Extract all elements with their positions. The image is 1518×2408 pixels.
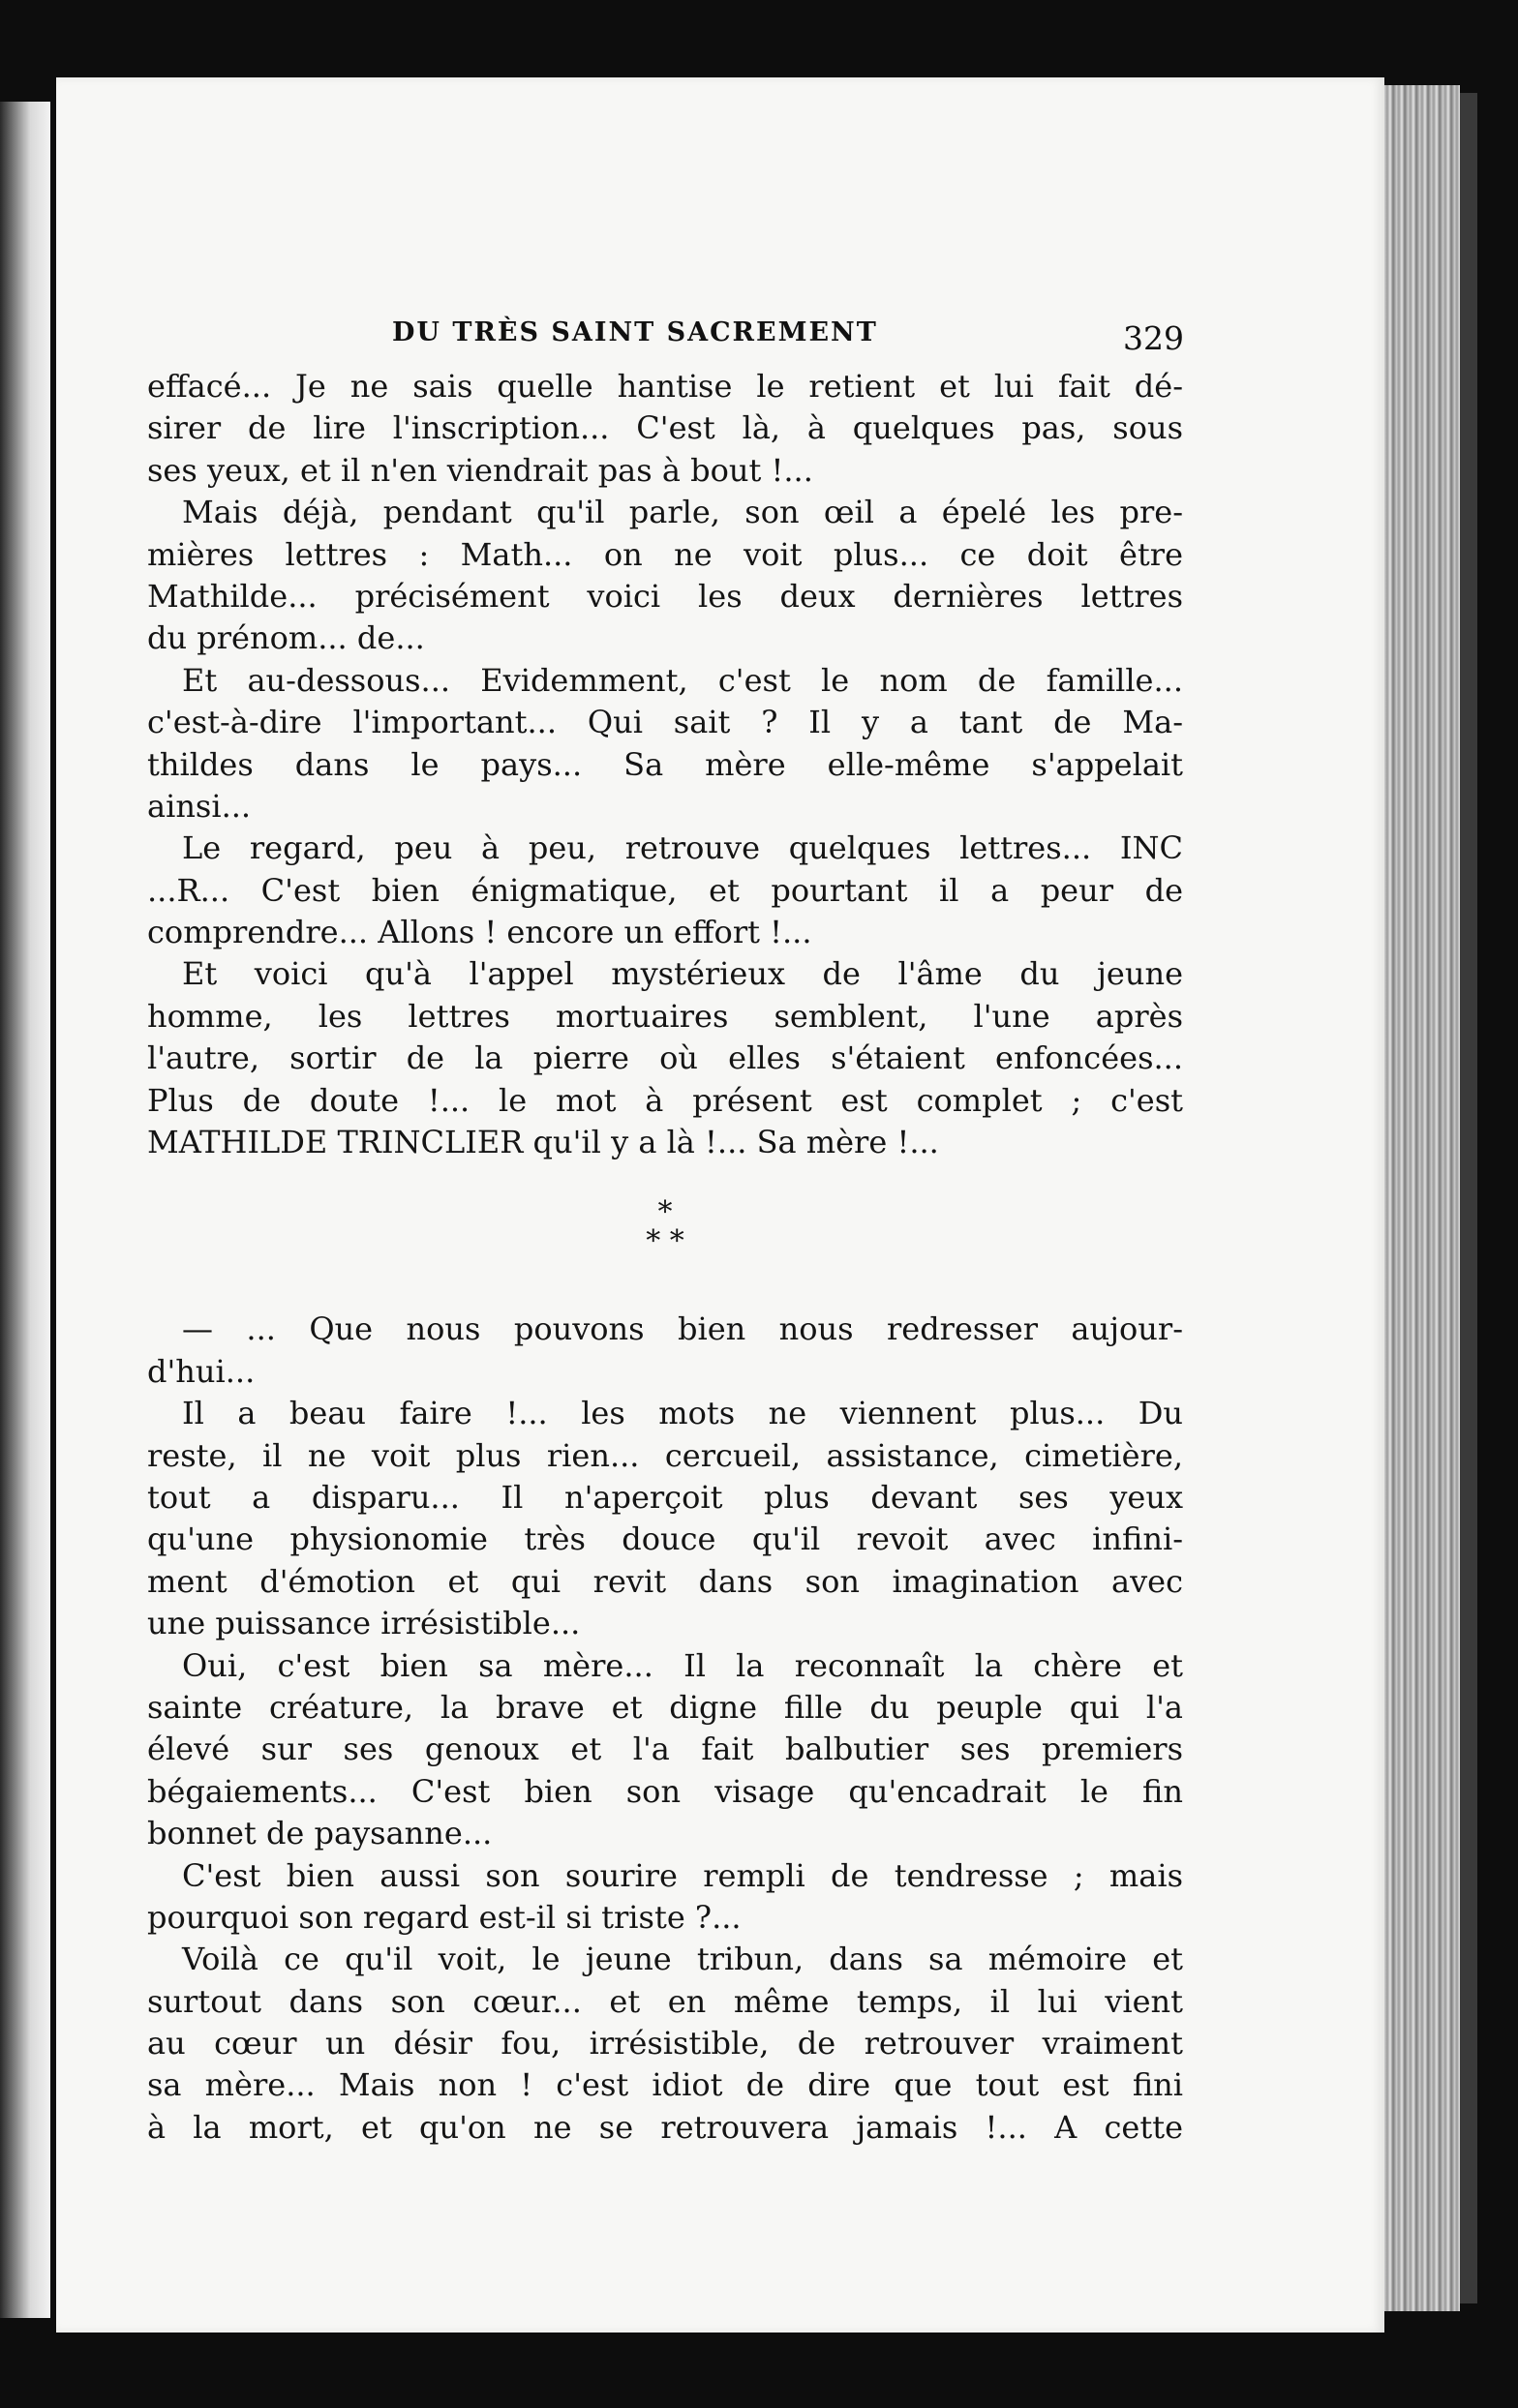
facing-page-edge [0, 102, 50, 2318]
text-line: qu'une physionomie très douce qu'il revoit avec infini- [147, 1520, 1183, 1558]
text-line: Voilà ce qu'il voit, le jeune tribun, dans sa mémoire et [182, 1941, 1183, 1978]
text-line: ainsi... [147, 787, 252, 825]
page-number: 329 [1123, 319, 1184, 357]
book-cover-edge [1460, 93, 1477, 2303]
text-line: ...R... C'est bien énigmatique, et pourtant il a peur de [147, 871, 1183, 909]
text-line: reste, il ne voit plus rien... cercueil, assistance, cimetière, [147, 1436, 1183, 1474]
text-line: Le regard, peu à peu, retrouve quelques lettres... INC [182, 829, 1183, 867]
text-line: c'est-à-dire l'important... Qui sait ? Il y a tant de Ma- [147, 704, 1183, 741]
text-line: l'autre, sortir de la pierre où elles s'étaient enfoncées... [147, 1039, 1183, 1077]
text-line: du prénom... de... [147, 619, 425, 657]
separator-top-asterisk: * [657, 1195, 673, 1230]
text-line: C'est bien aussi son sourire rempli de tendresse ; mais [182, 1856, 1183, 1894]
text-line: sirer de lire l'inscription... C'est là, à quelques pas, sous [147, 409, 1183, 447]
section-separator [147, 1163, 1183, 1309]
text-line: surtout dans son cœur... et en même temps, il lui vient [147, 1982, 1183, 2020]
text-line: Oui, c'est bien sa mère... Il la reconnaît la chère et [182, 1646, 1183, 1684]
text-line: Et au-dessous... Evidemment, c'est le nom de famille... [182, 661, 1183, 699]
text-line: ment d'émotion et qui revit dans son imagination avec [147, 1562, 1183, 1600]
text-line: au cœur un désir fou, irrésistible, de retrouver vraiment [147, 2025, 1183, 2062]
text-section-before-break [147, 366, 1183, 1163]
text-line: une puissance irrésistible... [147, 1605, 581, 1642]
text-line: effacé... Je ne sais quelle hantise le retient et lui fait dé- [147, 368, 1183, 405]
text-line: élevé sur ses genoux et l'a fait balbutier ses premiers [147, 1731, 1183, 1768]
text-line: bégaiements... C'est bien son visage qu'encadrait le fin [147, 1772, 1183, 1810]
running-title: DU TRÈS SAINT SACREMENT [392, 317, 878, 347]
text-line: sainte créature, la brave et digne fille du peuple qui l'a [147, 1688, 1183, 1726]
text-line: Mais déjà, pendant qu'il parle, son œil a épelé les pre- [182, 494, 1183, 531]
text-line: bonnet de paysanne... [147, 1815, 493, 1852]
text-line: MATHILDE TRINCLIER qu'il y a là !... Sa mère !... [147, 1124, 939, 1161]
text-line: Il a beau faire !... les mots ne viennent plus... Du [182, 1395, 1183, 1432]
body-text [147, 366, 1183, 2149]
text-line: sa mère... Mais non ! c'est idiot de dire que tout est fini [147, 2066, 1183, 2104]
text-line: Et voici qu'à l'appel mystérieux de l'âme du jeune [182, 955, 1183, 993]
page-stack-edge [1384, 85, 1460, 2311]
text-line: d'hui... [147, 1352, 256, 1390]
text-line: — ... Que nous pouvons bien nous redresser aujour- [182, 1310, 1183, 1348]
text-line: thildes dans le pays... Sa mère elle-même s'appelait [147, 745, 1183, 783]
text-line: mières lettres : Math... on ne voit plus... ce doit être [147, 535, 1183, 573]
separator-bottom-asterisks: * * [646, 1224, 684, 1259]
text-line: ses yeux, et il n'en viendrait pas à bout !... [147, 451, 813, 489]
text-section-after-break [147, 1309, 1183, 2149]
text-line: Plus de doute !... le mot à présent est complet ; c'est [147, 1081, 1183, 1119]
text-line: comprendre... Allons ! encore un effort !... [147, 914, 812, 951]
text-line: pourquoi son regard est-il si triste ?... [147, 1898, 742, 1936]
text-line: à la mort, et qu'on ne se retrouvera jamais !... A cette [147, 2108, 1183, 2146]
text-line: Mathilde... précisément voici les deux dernières lettres [147, 577, 1183, 615]
text-line: homme, les lettres mortuaires semblent, l'une après [147, 997, 1183, 1035]
text-line: tout a disparu... Il n'aperçoit plus devant ses yeux [147, 1478, 1183, 1516]
